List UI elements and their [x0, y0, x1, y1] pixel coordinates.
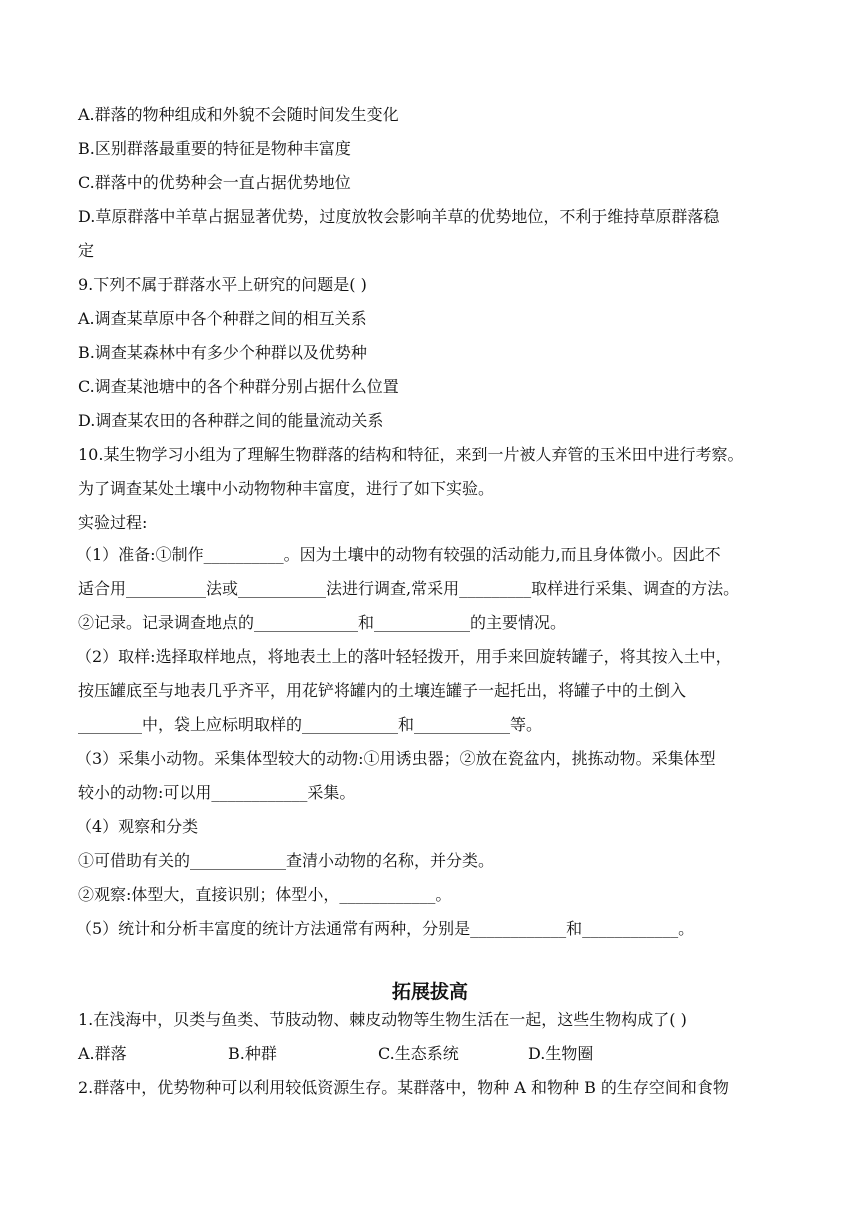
q8-option-b: B.区别群落最重要的特征是物种丰富度 [78, 139, 351, 158]
q10-step1: （1）准备:①制作__________。因为土壤中的动物有较强的活动能力,而且身体微小。因此不 [76, 545, 721, 564]
q10-step4: （4）观察和分类 [76, 817, 199, 836]
q10-step2-cont2: ________中，袋上应标明取样的____________和____________等。 [78, 715, 543, 734]
ext-q1-option-d: D.生物圈 [528, 1044, 594, 1063]
q10-stem: 10.某生物学习小组为了理解生物群落的结构和特征，来到一片被人弃管的玉米田中进行考察。 [78, 445, 744, 464]
q10-step5: （5）统计和分析丰富度的统计方法通常有两种，分别是____________和____________。 [76, 919, 695, 938]
q10-step4-item1: ①可借助有关的____________查清小动物的名称，并分类。 [78, 851, 495, 870]
q10-step3: （3）采集小动物。采集体型较大的动物:①用诱虫器；②放在瓷盆内，挑拣动物。采集体型 [76, 749, 716, 768]
ext-q2-stem: 2.群落中，优势物种可以利用较低资源生存。某群落中，物种 A 和物种 B 的生存空间和食物 [78, 1078, 729, 1097]
ext-q1-option-c: C.生态系统 [378, 1044, 459, 1063]
ext-q1-option-b: B.种群 [228, 1044, 277, 1063]
q9-option-d: D.调查某农田的各种群之间的能量流动关系 [78, 411, 384, 430]
q10-step2-cont: 按压罐底至与地表几乎齐平，用花铲将罐内的土壤连罐子一起托出，将罐子中的土倒入 [78, 681, 687, 700]
section-title: 拓展拔高 [391, 981, 468, 1003]
q8-option-d: D.草原群落中羊草占据显著优势，过度放牧会影响羊草的优势地位，不利于维持草原群落稳 [78, 207, 720, 226]
ext-q1-stem: 1.在浅海中，贝类与鱼类、节肢动物、棘皮动物等生物生活在一起，这些生物构成了( ) [78, 1010, 687, 1029]
q10-step1-record: ②记录。记录调查地点的_____________和____________的主要情况。 [78, 613, 567, 632]
ext-q1-option-a: A.群落 [78, 1044, 127, 1063]
q9-option-a: A.调查某草原中各个种群之间的相互关系 [78, 309, 367, 328]
q9-option-c: C.调查某池塘中的各个种群分别占据什么位置 [78, 377, 399, 396]
q10-step3-cont: 较小的动物:可以用____________采集。 [78, 783, 356, 802]
ext-q1-options [78, 1044, 820, 1064]
q8-option-c: C.群落中的优势种会一直占据优势地位 [78, 173, 351, 192]
q10-step4-item2: ②观察:体型大，直接识别；体型小，____________。 [78, 885, 452, 904]
q10-process-heading: 实验过程: [78, 513, 148, 532]
q8-option-a: A.群落的物种组成和外貌不会随时间发生变化 [78, 105, 399, 124]
q10-step1-cont: 适合用__________法或___________法进行调查,常采用_________取样进行采集、调查的方法。 [78, 579, 740, 598]
q8-option-d-cont: 定 [78, 241, 95, 260]
q9-stem: 9.下列不属于群落水平上研究的问题是( ) [78, 275, 367, 294]
q10-step2: （2）取样:选择取样地点，将地表土上的落叶轻轻拨开，用手来回旋转罐子，将其按入土中， [76, 647, 732, 666]
q10-stem-cont: 为了调查某处土壤中小动物物种丰富度，进行了如下实验。 [78, 479, 495, 498]
q9-option-b: B.调查某森林中有多少个种群以及优势种 [78, 343, 367, 362]
